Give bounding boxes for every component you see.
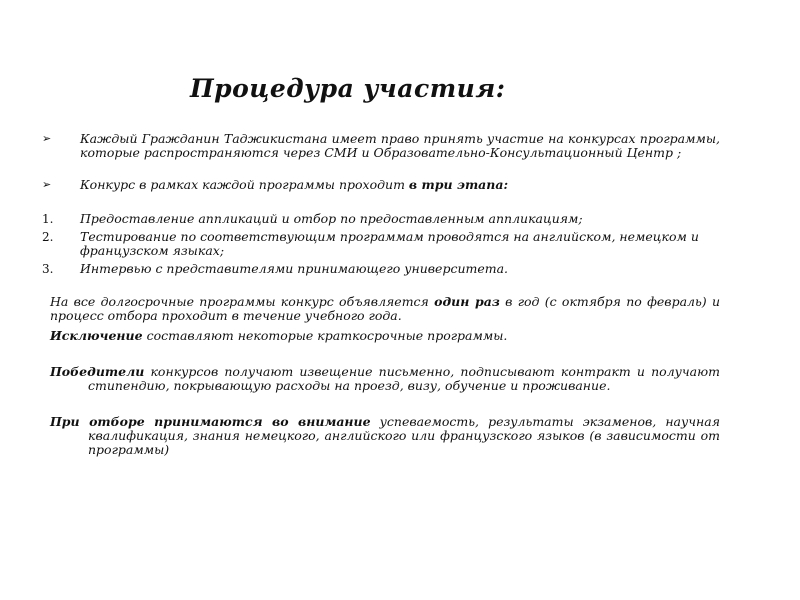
contest-paragraph <box>40 295 720 323</box>
step-item <box>40 230 720 258</box>
arrow-bullet-icon: ➢ <box>42 132 52 145</box>
step-item <box>40 212 720 226</box>
winners-paragraph <box>50 365 720 393</box>
selection-paragraph <box>50 415 720 457</box>
winners-bold: Победители <box>50 364 145 379</box>
exception-paragraph <box>40 329 720 343</box>
step-number: 1. <box>42 212 54 226</box>
winners-text: конкурсов получают извещение письменно, подписывают контракт и получают стипендию, покрывающую расходы на проезд, визу, обучение и проживание. <box>88 364 720 393</box>
bullet-item <box>40 132 720 160</box>
contest-bold: один раз <box>434 294 500 309</box>
bullet-item <box>40 178 720 192</box>
bullet-text-bold: в три этапа: <box>408 177 509 192</box>
selection-text: успеваемость, результаты экзаменов, научная квалификация, знания немецкого, английского или французского языков (в зависимости от программы) <box>88 414 720 457</box>
bullet-text-regular: Конкурс в рамках каждой программы проходит <box>80 177 409 192</box>
slide-content <box>40 132 720 457</box>
step-text: Интервью с представителями принимающего университета. <box>80 261 509 276</box>
step-number: 3. <box>42 262 54 276</box>
step-number: 2. <box>42 230 54 244</box>
selection-bold: При отборе принимаются во внимание <box>50 414 371 429</box>
step-item <box>40 262 720 276</box>
arrow-bullet-icon: ➢ <box>42 178 52 191</box>
step-text: Предоставление аппликаций и отбор по предоставленным аппликациям; <box>80 211 583 226</box>
contest-text-a: На все долгосрочные программы конкурс объявляется <box>50 294 435 309</box>
slide-title: Процедура участия: <box>190 74 506 103</box>
exception-bold: Исключение <box>50 328 143 343</box>
bullet-text: Каждый Гражданин Таджикистана имеет право принять участие на конкурсах программы, которые распространяются через СМИ и Образовательно-Консультационный Центр ; <box>80 131 720 160</box>
contest-text-b: в год (с октября по февраль) и процесс отбора проходит в течение учебного года. <box>50 294 721 323</box>
bullet-text <box>80 178 720 192</box>
step-text: Тестирование по соответствующим программам проводятся на английском, немецком и французском языках; <box>80 229 699 258</box>
exception-text: составляют некоторые краткосрочные программы. <box>142 328 508 343</box>
